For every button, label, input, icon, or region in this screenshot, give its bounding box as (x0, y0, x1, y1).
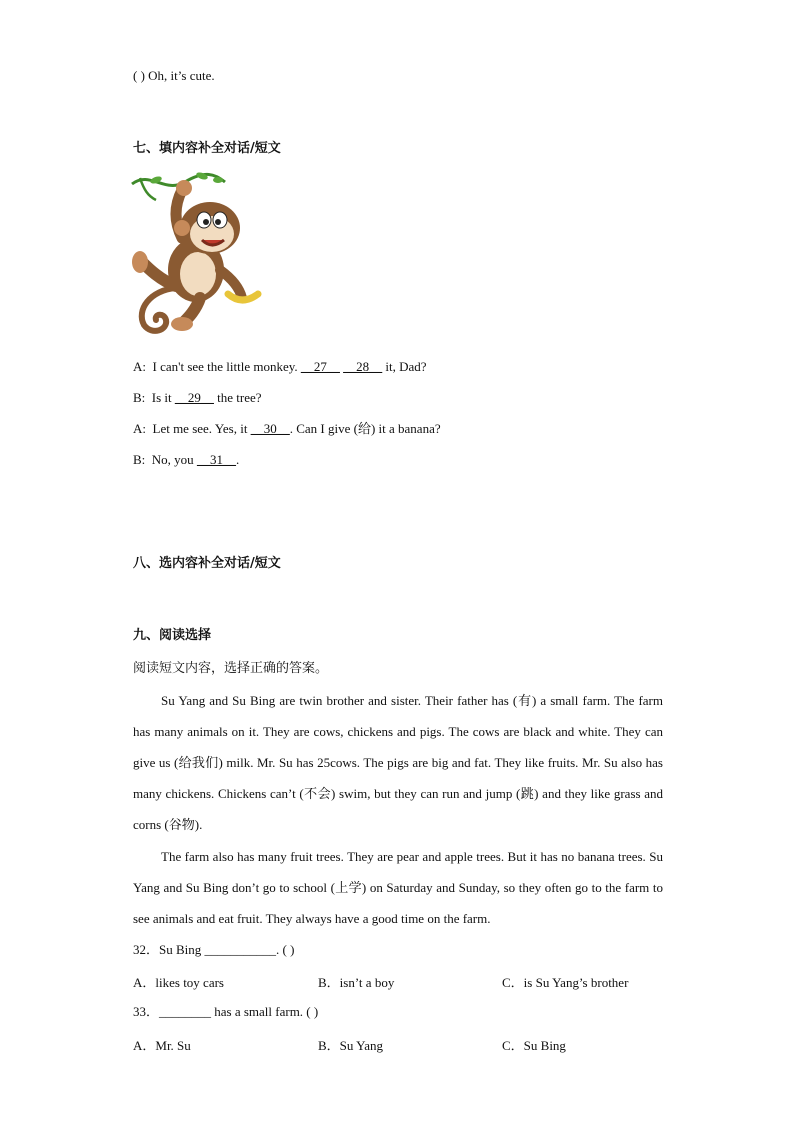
reading-paragraph-1: Su Yang and Su Bing are twin brother and sister. Their father has (有) a small farm. The farm has many animals on it. They are cows, chickens and pigs. The cows are black and white. They can give us (给我们) milk. Mr. Su has 25cows. The pigs are big and fat. They like fruits. Mr. Su also has many chickens. Chickens can’t (不会) swim, but they can run and jump (跳) and they like grass and corns (谷物). (133, 693, 663, 832)
q32-option-b[interactable]: B．isn’t a boy (318, 975, 395, 990)
dialog-line-30 (133, 421, 441, 437)
dialog-text: Is it (151, 390, 175, 405)
dialog-text: I can't see the little monkey. (152, 359, 301, 374)
q33-option-c[interactable]: C．Su Bing (502, 1038, 566, 1053)
blank-29[interactable]: __29__ (174, 390, 214, 405)
section9-instruction: 阅读短文内容，选择正确的答案。 (133, 661, 329, 676)
blank-30[interactable]: __30__ (250, 421, 290, 436)
answer-line: ( ) Oh, it’s cute. (133, 68, 215, 83)
q33-option-a[interactable]: A．Mr. Su (133, 1038, 191, 1053)
reading-paragraph-2: The farm also has many fruit trees. They are pear and apple trees. But it has no banana trees. Su Yang and Su Bing don’t go to school (上学) on Saturday and Sunday, so they often go to the farm to see animals and eat fruit. They always have a good time on the farm. (133, 849, 663, 926)
dialog-line-31 (133, 452, 239, 468)
q32-option-c[interactable]: C．is Su Yang’s brother (502, 975, 629, 990)
section7-heading: 七、填内容补全对话/短文 (133, 141, 281, 156)
monkey-illustration (130, 170, 262, 342)
dialog-text: the tree? (213, 390, 262, 405)
speaker: B: (133, 390, 146, 405)
dialog-text: Let me see. Yes, it (152, 421, 251, 436)
blank-31[interactable]: __31__ (196, 452, 236, 467)
speaker: B: (133, 452, 146, 467)
speaker: A: (133, 421, 146, 436)
question-33: 33．________ has a small farm. ( ) (133, 1004, 319, 1019)
dialog-line-29 (133, 390, 262, 406)
blank-28[interactable]: __28__ (343, 359, 383, 374)
dialog-text: it, Dad? (382, 359, 427, 374)
dialog-line-27-28 (133, 359, 427, 375)
speaker: A: (133, 359, 146, 374)
q33-option-b[interactable]: B．Su Yang (318, 1038, 384, 1053)
section9-heading: 九、阅读选择 (133, 628, 212, 643)
question-32: 32．Su Bing ___________. ( ) (133, 942, 295, 957)
dialog-text: No, you (151, 452, 197, 467)
blank-27[interactable]: __27__ (300, 359, 340, 374)
dialog-text: . (235, 452, 240, 467)
dialog-text: . Can I give (给) it a banana? (289, 421, 441, 436)
section8-heading: 八、选内容补全对话/短文 (133, 556, 281, 571)
q32-option-a[interactable]: A．likes toy cars (133, 975, 224, 990)
